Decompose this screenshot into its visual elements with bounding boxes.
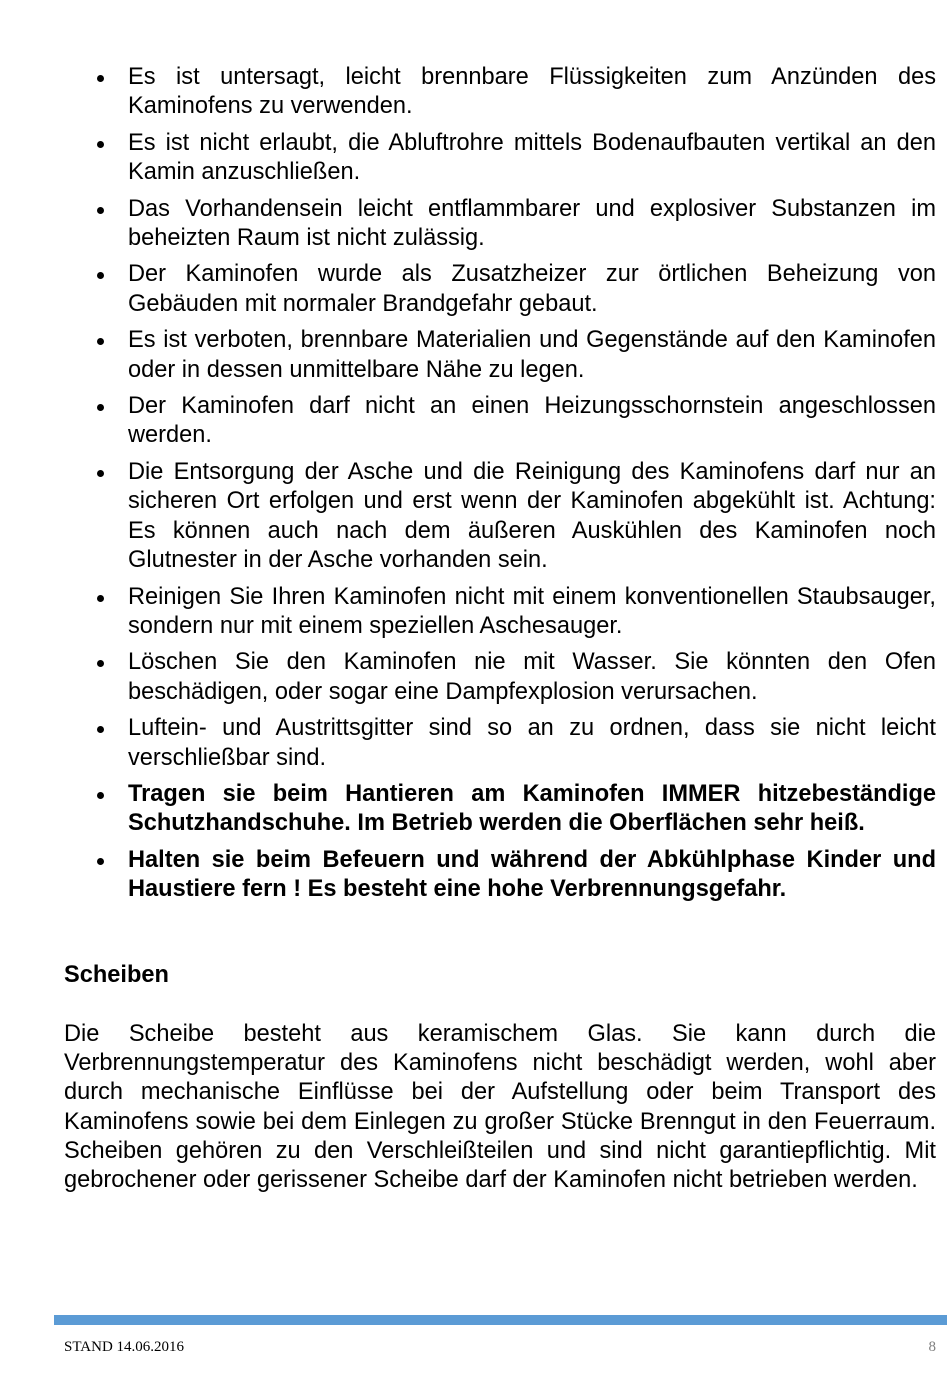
list-item-text: Der Kaminofen darf nicht an einen Heizungsschornstein angeschlossen werden.	[128, 393, 936, 449]
bullet-icon	[97, 272, 104, 279]
list-item	[64, 129, 936, 188]
list-item	[64, 326, 936, 385]
list-item	[64, 458, 936, 576]
bullet-icon	[97, 726, 104, 733]
list-item-text: Es ist nicht erlaubt, die Abluftrohre mittels Bodenaufbauten vertikal an den Kamin anzuschließen.	[128, 129, 936, 186]
footer-divider	[54, 1315, 947, 1325]
list-item-text: Es ist verboten, brennbare Materialien und Gegenstände auf den Kaminofen oder in dessen unmittelbare Nähe zu legen.	[128, 327, 936, 383]
bullet-icon	[97, 338, 104, 345]
list-item-text: Löschen Sie den Kaminofen nie mit Wasser. Sie könnten den Ofen beschädigen, oder sogar eine Dampfexplosion verursachen.	[128, 649, 936, 705]
list-item	[64, 63, 936, 122]
bullet-icon	[97, 141, 104, 148]
list-item	[64, 583, 936, 642]
list-item	[64, 714, 936, 773]
list-item-text: Das Vorhandensein leicht entflammbarer und explosiver Substanzen im beheizten Raum ist nicht zulässig.	[128, 195, 936, 252]
list-item-text: Es ist untersagt, leicht brennbare Flüssigkeiten zum Anzünden des Kaminofens zu verwenden.	[128, 64, 936, 120]
list-item	[64, 392, 936, 451]
bullet-list-container	[64, 63, 936, 912]
list-item	[64, 195, 936, 254]
bullet-icon	[97, 75, 104, 82]
list-item-text: Die Entsorgung der Asche und die Reinigung des Kaminofens darf nur an sicheren Ort erfolgen und erst wenn der Kaminofen abgekühlt ist. Achtung: Es können auch nach dem äußeren Auskühlen des Kaminofen noch Glutnester in der Asche vorhanden sein.	[128, 458, 936, 574]
list-item-text: Der Kaminofen wurde als Zusatzheizer zur örtlichen Beheizung von Gebäuden mit normaler Brandgefahr gebaut.	[128, 261, 936, 317]
list-item-text: Luftein- und Austrittsgitter sind so an zu ordnen, dass sie nicht leicht verschließbar sind.	[128, 715, 936, 771]
bullet-icon	[97, 207, 104, 214]
section-title: Scheiben	[64, 962, 169, 988]
list-item-warning	[64, 780, 936, 839]
list-item-text: Tragen sie beim Hantieren am Kaminofen IMMER hitzebeständige Schutzhandschuhe. Im Betrieb werden die Oberflächen sehr heiß.	[128, 780, 936, 837]
bullet-icon	[97, 470, 104, 477]
list-item	[64, 648, 936, 707]
footer-stand-date: STAND 14.06.2016	[64, 1339, 185, 1355]
list-item-text: Reinigen Sie Ihren Kaminofen nicht mit einem konventionellen Staubsauger, sondern nur mit einem speziellen Aschesauger.	[128, 583, 936, 639]
bullet-icon	[97, 792, 104, 799]
bullet-icon	[97, 858, 104, 865]
list-item-warning	[64, 846, 936, 905]
list-item	[64, 260, 936, 319]
bullet-icon	[97, 660, 104, 667]
bullet-icon	[97, 404, 104, 411]
bullet-icon	[97, 595, 104, 602]
page-number: 8	[928, 1339, 936, 1355]
safety-bullet-list	[64, 63, 936, 905]
section-paragraph: Die Scheibe besteht aus keramischem Glas. Sie kann durch die Verbrennungstemperatur des Kaminofens nicht beschädigt werden, wohl aber durch mechanische Einflüsse bei der Aufstellung oder beim Transport des Kaminofens sowie bei dem Einlegen zu großer Stücke Brenngut in den Feuerraum. Scheiben gehören zu den Verschleißteilen und sind nicht garantiepflichtig. Mit gebrochener oder gerissener Scheibe darf der Kaminofen nicht betrieben werden.	[64, 1021, 936, 1194]
list-item-text: Halten sie beim Befeuern und während der Abkühlphase Kinder und Haustiere fern ! Es besteht eine hohe Verbrennungsgefahr.	[128, 846, 936, 903]
